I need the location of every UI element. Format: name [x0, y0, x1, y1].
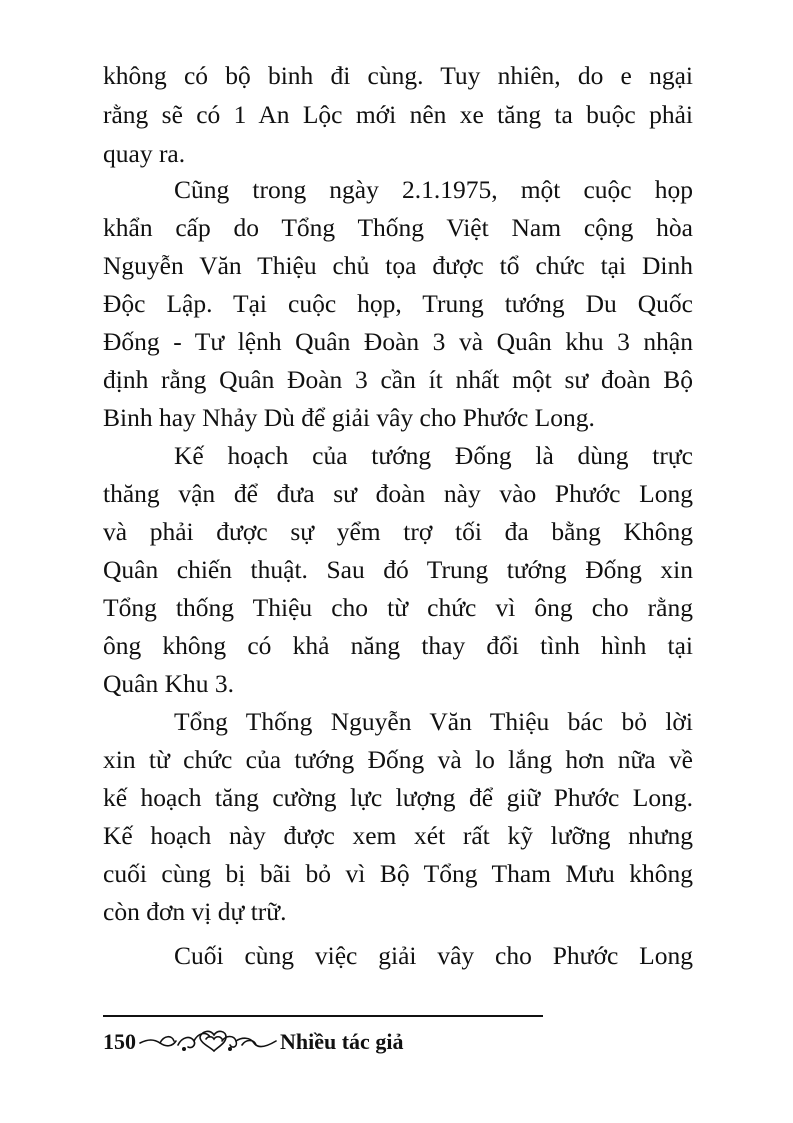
- text-line: định rằng Quân Đoàn 3 cần ít nhất một sư đoàn Bộ: [103, 365, 693, 394]
- text-line: Kế hoạch này được xem xét rất kỹ lưỡng nhưng: [103, 821, 693, 850]
- footer-rule: [103, 1015, 543, 1017]
- text-line: còn đơn vị dự trữ.: [103, 897, 287, 926]
- page-footer: [103, 1025, 403, 1059]
- text-line: Nguyễn Văn Thiệu chủ tọa được tổ chức tại Dinh: [103, 251, 693, 280]
- text-line: thăng vận để đưa sư đoàn này vào Phước Long: [103, 479, 693, 508]
- text-line: Tổng Thống Nguyễn Văn Thiệu bác bỏ lời: [174, 707, 693, 736]
- text-line: cuối cùng bị bãi bỏ vì Bộ Tổng Tham Mưu không: [103, 859, 693, 888]
- text-line: Tổng thống Thiệu cho từ chức vì ông cho rằng: [103, 593, 693, 622]
- text-line: Quân Khu 3.: [103, 669, 235, 698]
- text-line: ông không có khả năng thay đổi tình hình tại: [103, 631, 693, 660]
- text-line: khẩn cấp do Tổng Thống Việt Nam cộng hòa: [103, 213, 693, 242]
- text-line: Quân chiến thuật. Sau đó Trung tướng Đống xin: [103, 555, 693, 584]
- text-line: xin từ chức của tướng Đống và lo lắng hơn nữa về: [103, 745, 693, 774]
- text-line: Độc Lập. Tại cuộc họp, Trung tướng Du Quốc: [103, 289, 693, 318]
- text-line: Cũng trong ngày 2.1.1975, một cuộc họp: [174, 175, 693, 204]
- text-line: không có bộ binh đi cùng. Tuy nhiên, do e ngại: [103, 61, 693, 90]
- text-line: Cuối cùng việc giải vây cho Phước Long: [174, 941, 693, 970]
- ornament-icon: [138, 1027, 278, 1057]
- page-number: 150: [103, 1029, 136, 1054]
- text-line: Binh hay Nhảy Dù để giải vây cho Phước Long.: [103, 403, 595, 432]
- text-line: Kế hoạch của tướng Đống là dùng trực: [174, 441, 693, 470]
- author-name: Nhiều tác giả: [280, 1029, 404, 1054]
- text-line: Đống - Tư lệnh Quân Đoàn 3 và Quân khu 3 nhận: [103, 327, 693, 356]
- text-line: và phải được sự yểm trợ tối đa bằng Không: [103, 517, 693, 546]
- text-line: rằng sẽ có 1 An Lộc mới nên xe tăng ta buộc phải: [103, 100, 693, 129]
- text-line: kế hoạch tăng cường lực lượng để giữ Phước Long.: [103, 783, 693, 812]
- text-line: quay ra.: [103, 139, 186, 168]
